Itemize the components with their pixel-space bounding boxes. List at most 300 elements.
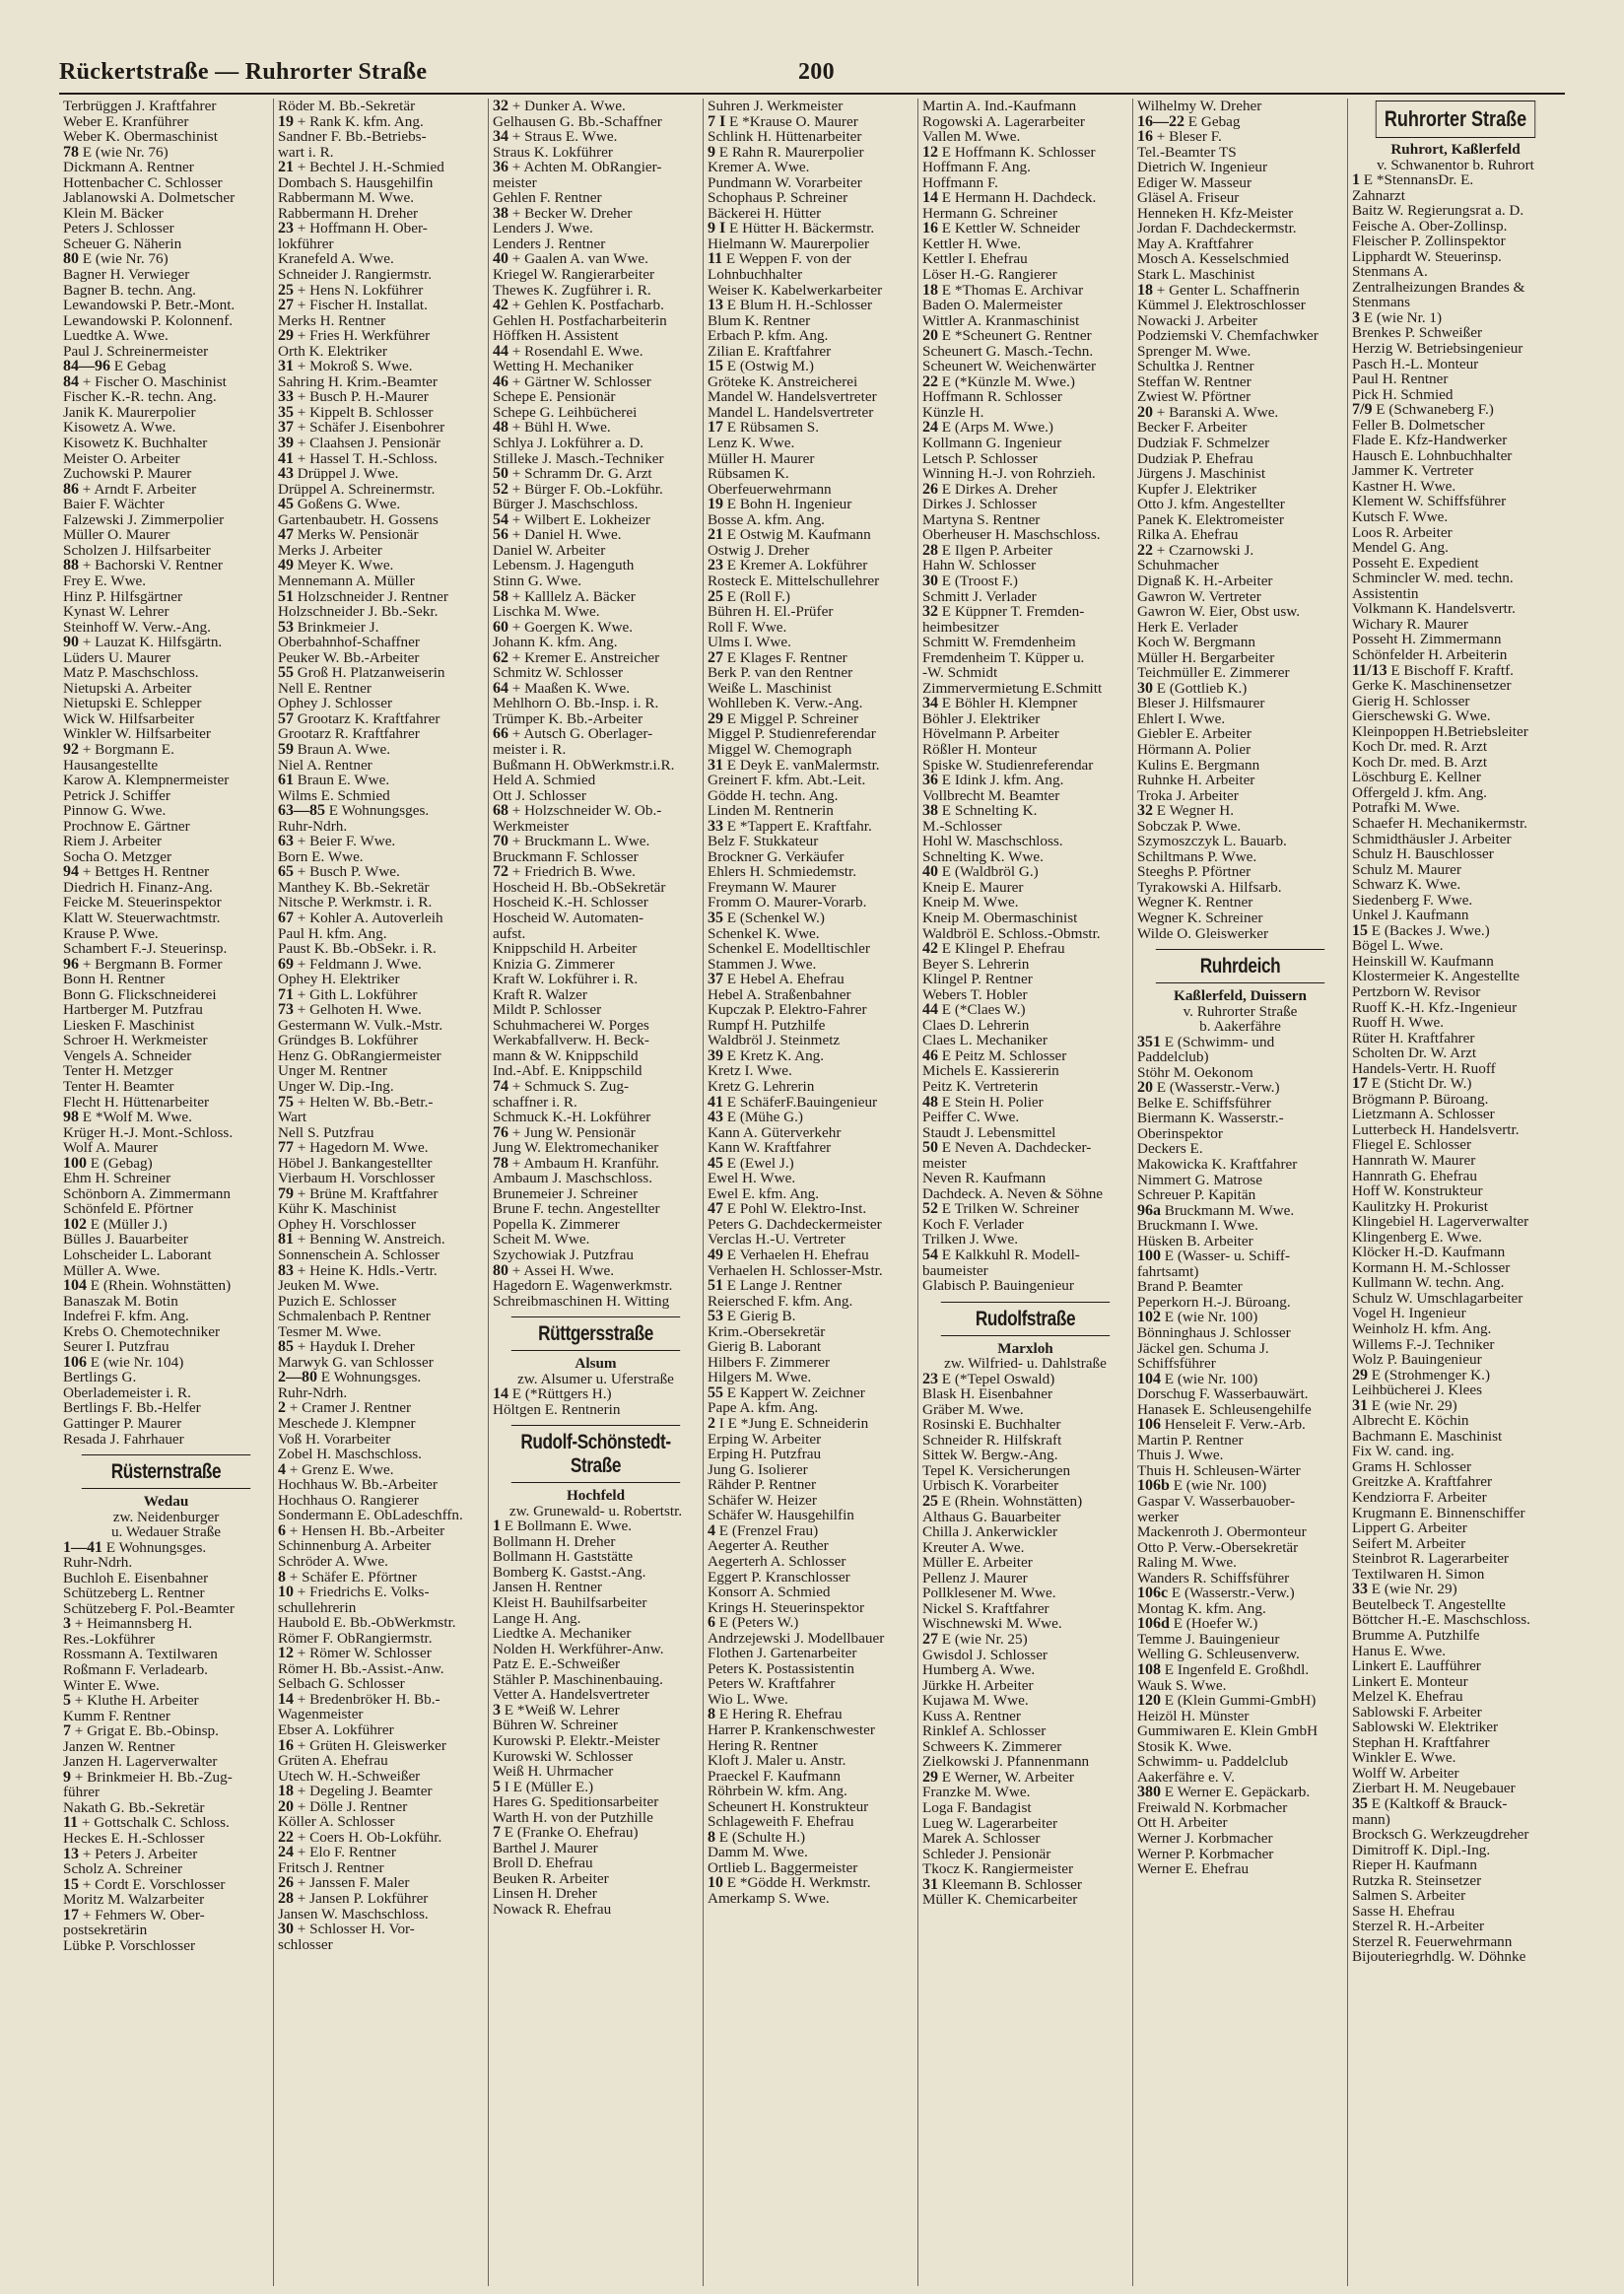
house-number: 6 bbox=[278, 1522, 286, 1539]
street-extent: zw. Alsumer u. Uferstraße bbox=[517, 1370, 674, 1387]
resident-entry: Hilbers F. Zimmerer bbox=[708, 1354, 831, 1371]
resident-entry: Marek A. Schlosser bbox=[922, 1831, 1041, 1847]
resident-entry: Lenz K. Wwe. bbox=[708, 436, 795, 451]
house-number: 36 bbox=[493, 160, 508, 175]
resident-entry: Roßmann F. Verladearb. bbox=[63, 1662, 208, 1678]
resident-entry: Schultka J. Rentner bbox=[1137, 359, 1254, 374]
resident-entry: Schepe E. Pensionär bbox=[493, 389, 616, 405]
resident-entry: Nitsche P. Werkmstr. i. R. bbox=[278, 895, 433, 911]
house-number: 16—22 bbox=[1137, 113, 1184, 130]
resident-entry: Baitz W. Regierungsrat a. D. bbox=[1352, 203, 1524, 219]
street-heading: Rudolf-Schönstedt-Straße bbox=[511, 1425, 680, 1483]
resident-entry: Kupfer J. Elektriker bbox=[1137, 481, 1257, 498]
house-number: 15 bbox=[1352, 922, 1368, 939]
house-number: 20 bbox=[1137, 404, 1153, 421]
district-name: Hochfeld bbox=[566, 1487, 626, 1505]
resident-entry: Bülles J. Bauarbeiter bbox=[63, 1232, 188, 1248]
resident-entry: Sittek W. Bergw.-Ang. bbox=[922, 1448, 1058, 1463]
house-number: 18 bbox=[278, 1784, 294, 1799]
house-number: 49 bbox=[278, 558, 294, 574]
house-number: 55 bbox=[708, 1384, 723, 1401]
resident-entry: Riem J. Arbeiter bbox=[63, 834, 162, 849]
resident-entry: Rieper H. Kaufmann bbox=[1352, 1857, 1477, 1873]
resident-entry: Willems F.-J. Techniker bbox=[1352, 1336, 1495, 1353]
resident-entry: Klement W. Schiffsführer bbox=[1352, 494, 1507, 510]
resident-entry: Lohscheider L. Laborant bbox=[63, 1248, 212, 1263]
resident-entry: 11/13 E Bischoff F. Kraftf. bbox=[1352, 662, 1514, 679]
resident-entry: Kollmann G. Ingenieur bbox=[922, 436, 1062, 451]
resident-entry: 1 E *StennansDr. E. bbox=[1352, 172, 1474, 188]
resident-entry: Römer F. ObRangiermstr. bbox=[278, 1630, 433, 1647]
house-number: 61 bbox=[278, 773, 294, 788]
resident-entry: Schützeberg F. Pol.-Beamter bbox=[63, 1600, 235, 1617]
resident-entry: Gierig H. Schlosser bbox=[1352, 693, 1470, 709]
district-name: Ruhrort, Kaßlerfeld bbox=[1390, 141, 1521, 158]
resident-entry: 28 E Ilgen P. Arbeiter bbox=[922, 542, 1052, 559]
resident-entry: 8 E (Schulte H.) bbox=[708, 1829, 806, 1846]
directory-column bbox=[59, 99, 274, 2286]
resident-entry: 42 E Klingel P. Ehefrau bbox=[922, 941, 1065, 957]
resident-entry: Lewandowski P. Betr.-Mont. bbox=[63, 298, 236, 313]
resident-entry: Vogel H. Ingenieur bbox=[1352, 1306, 1466, 1322]
resident-entry: postsekretärin bbox=[63, 1923, 148, 1938]
resident-entry: Weinholz H. kfm. Ang. bbox=[1352, 1321, 1492, 1337]
resident-entry: Röder M. Bb.-Sekretär bbox=[278, 99, 416, 114]
house-number: 54 bbox=[493, 511, 508, 528]
resident-entry: Gläsel A. Friseur bbox=[1137, 190, 1240, 206]
page-number: 200 bbox=[798, 58, 835, 85]
resident-entry: Fischer K.-R. techn. Ang. bbox=[63, 389, 217, 405]
house-number: 3 bbox=[63, 1616, 71, 1632]
resident-entry: Hermann G. Schreiner bbox=[922, 205, 1058, 222]
resident-entry: Peiffer C. Wwe. bbox=[922, 1110, 1020, 1125]
resident-entry: Gartenbaubetr. H. Gossens bbox=[278, 511, 439, 528]
resident-entry: 39 E Kretz K. Ang. bbox=[708, 1047, 825, 1064]
resident-entry: Müller H. Bergarbeiter bbox=[1137, 649, 1275, 666]
resident-entry: 32 E Küppner T. Fremden- bbox=[922, 604, 1085, 620]
resident-entry: Jung G. Isolierer bbox=[708, 1461, 808, 1478]
resident-entry: May A. Kraftfahrer bbox=[1137, 236, 1253, 252]
resident-entry: Dirkes J. Schlosser bbox=[922, 497, 1038, 512]
resident-entry: Johann K. kfm. Ang. bbox=[493, 635, 618, 650]
resident-entry: Franzke M. Wwe. bbox=[922, 1785, 1031, 1800]
resident-entry: Kumm F. Rentner bbox=[63, 1708, 170, 1724]
resident-entry: Schweers K. Zimmerer bbox=[922, 1738, 1062, 1755]
resident-entry: Stähler P. Maschinenbauing. bbox=[493, 1671, 663, 1688]
resident-entry: Pellenz J. Maurer bbox=[922, 1570, 1028, 1586]
resident-entry: Lohnbuchhalter bbox=[708, 267, 803, 283]
resident-entry: 20 + Baranski A. Wwe. bbox=[1137, 404, 1279, 421]
resident-entry: Terbrüggen J. Kraftfahrer bbox=[63, 99, 217, 114]
resident-entry: Hoscheid W. Automaten- bbox=[493, 910, 644, 926]
resident-entry: Albrecht E. Köchin bbox=[1352, 1413, 1469, 1429]
resident-entry: Dorschug F. Wasserbauwärt. bbox=[1137, 1386, 1309, 1402]
resident-entry: Jansen W. Maschschloss. bbox=[278, 1906, 429, 1923]
resident-entry: Schulz W. Umschlagarbeiter bbox=[1352, 1290, 1523, 1307]
resident-entry: Offergeld J. kfm. Ang. bbox=[1352, 784, 1487, 801]
house-number: 33 bbox=[278, 389, 294, 405]
resident-entry: Merks H. Rentner bbox=[278, 312, 386, 329]
house-number: 100 bbox=[1137, 1248, 1161, 1264]
resident-entry: Brenkes P. Schweißer bbox=[1352, 325, 1483, 342]
resident-entry: 20 E *Scheunert G. Rentner bbox=[922, 328, 1092, 344]
resident-entry: 49 Meyer K. Wwe. bbox=[278, 558, 394, 574]
house-number: 71 bbox=[278, 986, 294, 1003]
directory-column bbox=[918, 99, 1133, 2286]
house-number: 29 bbox=[278, 328, 294, 344]
house-number: 104 bbox=[1137, 1371, 1161, 1387]
resident-entry: 27 E Klages F. Rentner bbox=[708, 649, 847, 666]
resident-entry: Barthel J. Maurer bbox=[493, 1840, 598, 1856]
resident-entry: 46 E Peitz M. Schlosser bbox=[922, 1047, 1067, 1064]
house-number: 42 bbox=[493, 298, 508, 313]
resident-entry: Liesken F. Maschinist bbox=[63, 1017, 195, 1034]
street-heading: Ruhrdeich bbox=[1156, 949, 1324, 983]
resident-entry: Nietupski E. Schlepper bbox=[63, 696, 202, 711]
resident-entry: Broll D. Ehefrau bbox=[493, 1855, 593, 1871]
resident-entry: Zentralheizungen Brandes & bbox=[1352, 279, 1525, 296]
resident-entry: Wegner K. Rentner bbox=[1137, 895, 1253, 911]
resident-entry: Praeckel F. Kaufmann bbox=[708, 1768, 842, 1785]
house-number: 92 bbox=[63, 741, 79, 758]
resident-entry: Zuchowski P. Maurer bbox=[63, 466, 192, 482]
resident-entry: Nolden H. Werkführer-Anw. bbox=[493, 1641, 664, 1657]
house-number: 3 bbox=[1352, 309, 1360, 326]
resident-entry: Wetting H. Mechaniker bbox=[493, 359, 634, 374]
house-number: 35 bbox=[708, 910, 723, 926]
resident-entry: 51 E Lange J. Rentner bbox=[708, 1278, 843, 1294]
house-number: 27 bbox=[278, 298, 294, 313]
resident-entry: Freiwald N. Korbmacher bbox=[1137, 1799, 1288, 1816]
resident-entry: Pundmann W. Vorarbeiter bbox=[708, 174, 862, 191]
resident-entry: Hottenbacher C. Schlosser bbox=[63, 174, 223, 191]
resident-entry: Herk E. Verlader bbox=[1137, 619, 1239, 636]
resident-entry: Klein M. Bäcker bbox=[63, 205, 164, 222]
resident-entry: Ott J. Schlosser bbox=[493, 787, 586, 804]
resident-entry: Rosteck E. Mittelschullehrer bbox=[708, 573, 880, 589]
resident-entry: Stilleke J. Masch.-Techniker bbox=[493, 450, 664, 467]
resident-entry: Jürgens J. Maschinist bbox=[1137, 466, 1266, 482]
resident-entry: 50 + Schramm Dr. G. Arzt bbox=[493, 466, 652, 482]
resident-entry: Bruckmann F. Schlosser bbox=[493, 848, 639, 865]
house-number: 11/13 bbox=[1352, 662, 1387, 679]
resident-entry: Neven R. Kaufmann bbox=[922, 1171, 1047, 1186]
house-number: 53 bbox=[278, 619, 294, 636]
resident-entry: Verhaelen H. Schlosser-Mstr. bbox=[708, 1262, 883, 1279]
resident-entry: Nakath G. Bb.-Sekretär bbox=[63, 1799, 205, 1816]
house-number: 14 bbox=[493, 1386, 508, 1402]
resident-entry: Schönborn A. Zimmermann bbox=[63, 1185, 231, 1202]
resident-entry: 29 E Werner, W. Arbeiter bbox=[922, 1769, 1074, 1786]
house-number: 106 bbox=[63, 1354, 87, 1371]
house-number: 44 bbox=[922, 1002, 938, 1018]
resident-entry: 38 + Becker W. Dreher bbox=[493, 205, 633, 222]
resident-entry: Utech W. H.-Schweißer bbox=[278, 1768, 421, 1785]
resident-entry: 22 + Czarnowski J. bbox=[1137, 542, 1254, 559]
resident-entry: Müller H. Maurer bbox=[708, 450, 815, 467]
resident-entry: Hahn W. Schlosser bbox=[922, 558, 1037, 574]
house-number: 7/9 bbox=[1352, 402, 1373, 418]
resident-entry: Schneider R. Hilfskraft bbox=[922, 1432, 1062, 1449]
resident-entry: Brune F. techn. Angestellter bbox=[493, 1201, 660, 1217]
resident-entry: Römer H. Bb.-Assist.-Anw. bbox=[278, 1660, 444, 1677]
house-number: 16 bbox=[922, 221, 938, 236]
resident-entry: Bagner B. techn. Ang. bbox=[63, 282, 196, 299]
resident-entry: Panek K. Elektromeister bbox=[1137, 511, 1284, 528]
resident-entry: Humberg A. Wwe. bbox=[922, 1662, 1036, 1678]
resident-entry: Zilian E. Kraftfahrer bbox=[708, 343, 832, 360]
resident-entry: Tesmer M. Wwe. bbox=[278, 1323, 381, 1340]
house-number: 90 bbox=[63, 635, 79, 650]
resident-entry: Sasse H. Ehefrau bbox=[1352, 1903, 1455, 1920]
house-number: 30 bbox=[278, 1922, 294, 1937]
house-number: 33 bbox=[1352, 1582, 1368, 1597]
house-number: 22 bbox=[922, 373, 938, 390]
resident-entry: 78 + Ambaum H. Kranführ. bbox=[493, 1155, 659, 1172]
resident-entry: Künzle H. bbox=[922, 404, 984, 421]
resident-entry: Gerke K. Maschinensetzer bbox=[1352, 678, 1512, 694]
resident-entry: 58 + Kalllelz A. Bäcker bbox=[493, 588, 636, 605]
resident-entry: Mandel L. Handelsvertreter bbox=[708, 404, 874, 421]
resident-entry: Kümmel J. Elektroschlosser bbox=[1137, 298, 1306, 313]
house-number: 9 bbox=[63, 1769, 71, 1786]
house-number: 17 bbox=[708, 420, 723, 437]
resident-entry: Schenkel E. Modelltischler bbox=[708, 941, 870, 957]
house-number: 83 bbox=[278, 1262, 294, 1279]
resident-entry: Jansen H. Rentner bbox=[493, 1580, 602, 1596]
resident-entry: Kurowski P. Elektr.-Meister bbox=[493, 1732, 660, 1749]
resident-entry: Berk P. van den Rentner bbox=[708, 665, 853, 681]
resident-entry: 106 E (wie Nr. 104) bbox=[63, 1354, 184, 1371]
resident-entry: Unger M. Rentner bbox=[278, 1063, 387, 1079]
resident-entry: Ewel H. Wwe. bbox=[708, 1171, 796, 1186]
resident-entry: 106d E (Hoefer W.) bbox=[1137, 1616, 1258, 1632]
resident-entry: Banaszak M. Botin bbox=[63, 1293, 178, 1310]
resident-entry: 52 E Trilken W. Schreiner bbox=[922, 1201, 1080, 1217]
resident-entry: 78 E (wie Nr. 76) bbox=[63, 144, 169, 161]
resident-entry: Peitz K. Vertreterin bbox=[922, 1079, 1039, 1095]
resident-entry: Damm M. Wwe. bbox=[708, 1845, 808, 1860]
resident-entry: Weiser K. Kabelwerkarbeiter bbox=[708, 282, 883, 299]
house-number: 1—41 bbox=[63, 1539, 102, 1556]
resident-entry: Wart bbox=[278, 1110, 307, 1125]
house-number: 5 bbox=[63, 1693, 71, 1709]
resident-entry: Zierbart H. M. Neugebauer bbox=[1352, 1781, 1516, 1796]
resident-entry: Kisowetz K. Buchhalter bbox=[63, 436, 208, 451]
resident-entry: Schuhmacherei W. Porges bbox=[493, 1017, 649, 1034]
resident-entry: Feische A. Ober-Zollinsp. bbox=[1352, 218, 1508, 235]
resident-entry: Wolz P. Bauingenieur bbox=[1352, 1352, 1482, 1368]
resident-entry: Patz E. E.-Schweißer bbox=[493, 1656, 621, 1672]
resident-entry: Schlya J. Lokführer a. D. bbox=[493, 436, 644, 451]
resident-entry: Dudziak P. Ehefrau bbox=[1137, 450, 1253, 467]
resident-entry: Puzich E. Schlosser bbox=[278, 1293, 397, 1310]
resident-entry: Bruckmann I. Wwe. bbox=[1137, 1218, 1258, 1234]
resident-entry: Straus K. Lokführer bbox=[493, 144, 613, 161]
resident-entry: Bönninghaus J. Schlosser bbox=[1137, 1324, 1291, 1341]
resident-entry: Janik K. Maurerpolier bbox=[63, 404, 196, 421]
resident-entry: Hilgers M. Wwe. bbox=[708, 1370, 812, 1385]
resident-entry: Ehlert I. Wwe. bbox=[1137, 710, 1226, 727]
resident-entry: Mosch A. Kesselschmied bbox=[1137, 251, 1289, 268]
resident-entry: Ebser A. Lokführer bbox=[278, 1721, 394, 1738]
resident-entry: 104 E (Rhein. Wohnstätten) bbox=[63, 1278, 232, 1294]
resident-entry: Feller B. Dolmetscher bbox=[1352, 417, 1485, 434]
resident-entry: Hochhaus W. Bb.-Arbeiter bbox=[278, 1477, 438, 1493]
resident-entry: 54 E Kalkkuhl R. Modell- bbox=[922, 1248, 1080, 1263]
district-name: Alsum bbox=[575, 1355, 617, 1373]
resident-entry: Melzel K. Ehefrau bbox=[1352, 1689, 1463, 1705]
resident-entry: 47 E Pohl W. Elektro-Inst. bbox=[708, 1201, 867, 1217]
resident-entry: Kranefeld A. Wwe. bbox=[278, 251, 394, 268]
resident-entry: baumeister bbox=[922, 1262, 988, 1279]
resident-entry: 10 + Friedrichs E. Volks- bbox=[278, 1585, 430, 1600]
resident-entry: 47 Merks W. Pensionär bbox=[278, 527, 419, 543]
house-number: 75 bbox=[278, 1094, 294, 1111]
resident-entry: Klingebiel H. Lagerverwalter bbox=[1352, 1214, 1529, 1230]
resident-entry: Klatt W. Steuerwachtmstr. bbox=[63, 910, 221, 926]
resident-entry: Ehlers H. Schmiedemstr. bbox=[708, 864, 857, 880]
resident-entry: Trümper K. Bb.-Arbeiter bbox=[493, 710, 643, 727]
resident-entry: Grams H. Schlosser bbox=[1352, 1458, 1472, 1475]
resident-entry: Hebel A. Straßenbahner bbox=[708, 986, 851, 1003]
resident-entry: Jung W. Elektromechaniker bbox=[493, 1140, 659, 1156]
house-number: 6 bbox=[708, 1615, 715, 1631]
house-number: 34 bbox=[493, 129, 508, 145]
resident-entry: Winter E. Wwe. bbox=[63, 1677, 160, 1694]
resident-entry: Letsch P. Schlosser bbox=[922, 450, 1038, 467]
house-number: 10 bbox=[278, 1585, 294, 1600]
resident-entry: Vallen M. Wwe. bbox=[922, 129, 1021, 145]
resident-entry: Loga F. Bandagist bbox=[922, 1799, 1032, 1816]
house-number: 20 bbox=[922, 328, 938, 344]
resident-entry: Hausangestellte bbox=[63, 757, 159, 774]
resident-entry: Krings H. Steuerinspektor bbox=[708, 1599, 865, 1616]
resident-entry: Wagenmeister bbox=[278, 1707, 364, 1722]
resident-entry: 41 E SchäferF.Bauingenieur bbox=[708, 1094, 878, 1111]
resident-entry: Hohl W. Maschschloss. bbox=[922, 834, 1063, 849]
resident-entry: Koch W. Bergmann bbox=[1137, 635, 1255, 650]
resident-entry: Trilken J. Wwe. bbox=[922, 1232, 1019, 1248]
resident-entry: 48 E Stein H. Polier bbox=[922, 1094, 1044, 1111]
resident-entry: 55 Groß H. Platzanweiserin bbox=[278, 665, 445, 681]
resident-entry: Schmitt W. Fremdenheim bbox=[922, 635, 1076, 650]
resident-entry: Nimmert G. Matrose bbox=[1137, 1172, 1262, 1188]
resident-entry: Peters K. Postassistentin bbox=[708, 1660, 854, 1677]
resident-entry: Hoffmann R. Schlosser bbox=[922, 389, 1062, 405]
resident-entry: 39 + Claahsen J. Pensionär bbox=[278, 436, 441, 451]
resident-entry: 32 E Wegner H. bbox=[1137, 803, 1235, 819]
resident-entry: Frey E. Wwe. bbox=[63, 573, 147, 589]
resident-entry: Kurowski W. Schlosser bbox=[493, 1748, 634, 1765]
resident-entry: Textilwaren H. Simon bbox=[1352, 1566, 1485, 1583]
house-number: 63 bbox=[278, 834, 294, 849]
resident-entry: Loos R. Arbeiter bbox=[1352, 524, 1453, 541]
resident-entry: Thuis H. Schleusen-Wärter bbox=[1137, 1462, 1301, 1479]
resident-entry: Janzen W. Rentner bbox=[63, 1738, 175, 1755]
resident-entry: 96a Bruckmann M. Wwe. bbox=[1137, 1202, 1295, 1219]
resident-entry: Schreuer P. Kapitän bbox=[1137, 1187, 1256, 1203]
resident-entry: Lewandowski P. Kolonnenf. bbox=[63, 312, 234, 329]
house-number: 73 bbox=[278, 1002, 294, 1018]
house-number: 31 bbox=[708, 757, 723, 774]
house-number: 31 bbox=[922, 1876, 938, 1893]
resident-entry: 106b E (wie Nr. 100) bbox=[1137, 1478, 1267, 1494]
resident-entry: 26 E Dirkes A. Dreher bbox=[922, 481, 1058, 498]
resident-entry: Ruhr-Ndrh. bbox=[278, 1384, 348, 1401]
resident-entry: Rößler H. Monteur bbox=[922, 741, 1037, 758]
resident-entry: Temme J. Bauingenieur bbox=[1137, 1631, 1280, 1648]
resident-entry: Paul J. Schreinermeister bbox=[63, 343, 209, 360]
resident-entry: 21 + Bechtel J. H.-Schmied bbox=[278, 160, 444, 175]
resident-entry: Rumpf H. Putzhilfe bbox=[708, 1017, 826, 1034]
resident-entry: Winning H.-J. von Rohrzieh. bbox=[922, 466, 1096, 482]
resident-entry: Peters J. Schlosser bbox=[63, 221, 174, 236]
resident-entry: Hagedorn E. Wagenwerkmstr. bbox=[493, 1278, 673, 1294]
resident-entry: Zimmervermietung E.Schmitt bbox=[922, 680, 1103, 697]
resident-entry: Peperkorn H.-J. Büroang. bbox=[1137, 1294, 1291, 1311]
house-number: 108 bbox=[1137, 1662, 1161, 1678]
resident-entry: Bleser J. Hilfsmaurer bbox=[1137, 696, 1265, 711]
resident-entry: 80 E (wie Nr. 76) bbox=[63, 251, 169, 268]
resident-entry: 5 + Kluthe H. Arbeiter bbox=[63, 1693, 199, 1709]
resident-entry: Nietupski A. Arbeiter bbox=[63, 680, 192, 697]
resident-entry: Bertlings G. bbox=[63, 1370, 137, 1385]
house-number: 37 bbox=[278, 420, 294, 437]
resident-entry: 50 E Neven A. Dachdecker- bbox=[922, 1140, 1092, 1156]
house-number: 79 bbox=[278, 1185, 294, 1202]
house-number: 38 bbox=[493, 205, 508, 222]
resident-entry: Kupczak P. Elektro-Fahrer bbox=[708, 1002, 867, 1018]
resident-entry: 72 + Friedrich B. Wwe. bbox=[493, 864, 636, 880]
resident-entry: 18 E *Thomas E. Archivar bbox=[922, 282, 1084, 299]
resident-entry: Jeuken M. Wwe. bbox=[278, 1278, 379, 1294]
resident-entry: Werkabfallverw. H. Beck- bbox=[493, 1033, 649, 1048]
resident-entry: Volkmann K. Handelsvertr. bbox=[1352, 601, 1516, 617]
resident-entry: Sablowski F. Arbeiter bbox=[1352, 1704, 1482, 1720]
resident-entry: Scholten Dr. W. Arzt bbox=[1352, 1046, 1477, 1061]
resident-entry: Giebler E. Arbeiter bbox=[1137, 726, 1252, 742]
house-number: 25 bbox=[708, 588, 723, 605]
resident-entry: 84—96 E Gebag bbox=[63, 359, 167, 374]
resident-entry: Kendziorra F. Arbeiter bbox=[1352, 1490, 1487, 1506]
resident-entry: 6 E (Peters W.) bbox=[708, 1615, 799, 1631]
resident-entry: aufst. bbox=[493, 925, 526, 942]
resident-entry: Lange H. Ang. bbox=[493, 1610, 581, 1627]
resident-entry: Wischnewski M. Wwe. bbox=[922, 1616, 1062, 1632]
resident-entry: Steinhoff W. Verw.-Ang. bbox=[63, 619, 211, 636]
resident-entry: Weiße L. Maschinist bbox=[708, 680, 832, 697]
resident-entry: 20 + Dölle J. Rentner bbox=[278, 1798, 408, 1815]
house-number: 34 bbox=[922, 696, 938, 711]
resident-entry: Oberlademeister i. R. bbox=[63, 1384, 191, 1401]
resident-entry: 6 + Hensen H. Bb.-Arbeiter bbox=[278, 1522, 445, 1539]
resident-entry: Hielmann W. Maurerpolier bbox=[708, 236, 870, 252]
resident-entry: Erping H. Putzfrau bbox=[708, 1447, 822, 1462]
house-number: 48 bbox=[922, 1094, 938, 1111]
resident-entry: Stöhr M. Oekonom bbox=[1137, 1064, 1253, 1081]
resident-entry: Bürger J. Maschschloss. bbox=[493, 497, 639, 512]
resident-entry: Voß H. Vorarbeiter bbox=[278, 1431, 391, 1448]
resident-entry: Werner E. Ehefrau bbox=[1137, 1861, 1250, 1877]
resident-entry: Sahring H. Krim.-Beamter bbox=[278, 373, 438, 390]
street-heading: Rüttgersstraße bbox=[511, 1316, 680, 1351]
house-number: 38 bbox=[922, 803, 938, 819]
resident-entry: Gestermann W. Vulk.-Mstr. bbox=[278, 1017, 443, 1034]
resident-entry: Bonn G. Flickschneiderei bbox=[63, 986, 217, 1003]
resident-entry: 7 E (Franke O. Ehefrau) bbox=[493, 1825, 639, 1841]
resident-entry: Stammen J. Wwe. bbox=[708, 956, 817, 973]
